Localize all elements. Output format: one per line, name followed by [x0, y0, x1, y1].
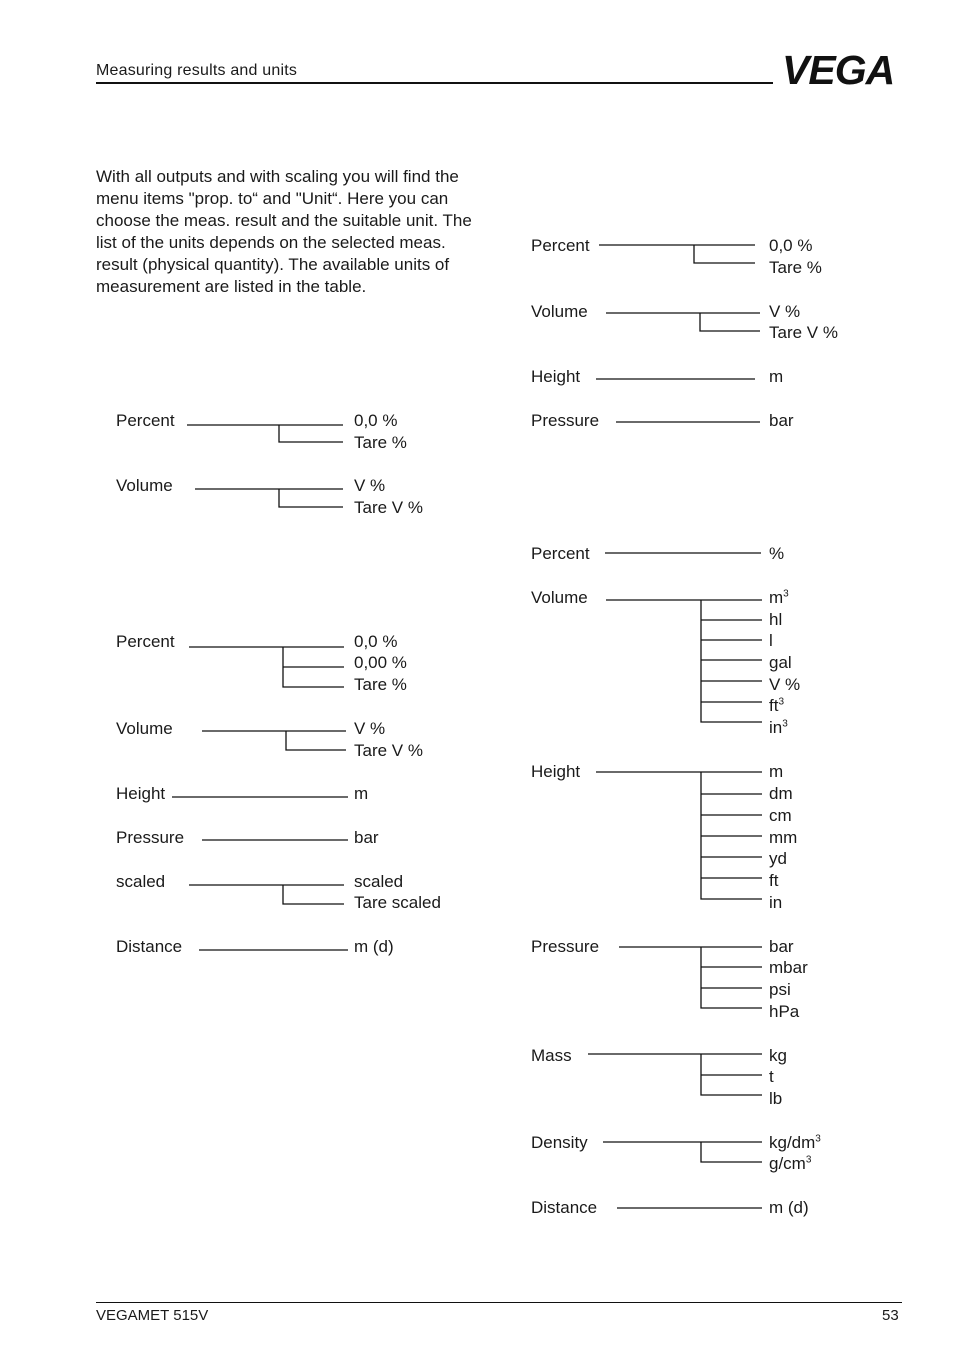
rt1-pressure-unit-0: bar: [769, 411, 794, 430]
rt2-height-unit-3: mm: [769, 828, 798, 847]
rt2-height-unit-2: cm: [769, 806, 792, 825]
lt1-percent-branch: [279, 425, 343, 442]
lt2-scaled-unit-0: scaled: [354, 872, 404, 891]
lt2-pressure-unit-0: bar: [354, 828, 379, 847]
rt2-pressure-label: Pressure: [531, 937, 600, 956]
rt2-height-unit-5: ft: [769, 871, 779, 890]
rt1-volume-unit-0: V %: [769, 302, 801, 321]
lt2-volume-unit-1: Tare V %: [354, 741, 423, 760]
rt1-percent-unit-1: Tare %: [769, 258, 822, 277]
rt2-volume-unit-5: $ft^3$: [769, 696, 785, 715]
rt2-percent-unit-0: %: [769, 544, 785, 563]
rt2-density-label: Density: [531, 1133, 588, 1152]
lt2-pressure-label: Pressure: [116, 828, 185, 847]
rt2-volume-unit-2: l: [769, 631, 773, 650]
rt1-volume-label: Volume: [531, 302, 588, 321]
lt1-volume-unit-0: V %: [354, 476, 386, 495]
rt2-pressure-unit-0: bar: [769, 937, 794, 956]
rt2-mass-label: Mass: [531, 1046, 572, 1065]
footer-page-number: 53: [882, 1307, 899, 1324]
rt2-height-unit-0: m: [769, 762, 784, 781]
rt1-percent-branch: [694, 245, 755, 263]
lt2-volume-label: Volume: [116, 719, 173, 738]
rt2-percent-label: Percent: [531, 544, 590, 563]
rt2-volume-unit-6: $in^3$: [769, 718, 788, 737]
lt2-height-unit-0: m: [354, 784, 369, 803]
lt2-percent-unit-1: 0,00 %: [354, 653, 407, 672]
header-title: Measuring results and units: [96, 62, 298, 79]
rt2-distance-label: Distance: [531, 1198, 598, 1217]
rt2-density-unit-1: $g/cm^3$: [769, 1154, 812, 1173]
lt2-scaled-label: scaled: [116, 872, 166, 891]
rt2-distance-unit-0: m (d): [769, 1198, 809, 1217]
lt1-percent-unit-1: Tare %: [354, 433, 407, 452]
vega-logo-text: VEGA: [782, 50, 895, 88]
rt2-volume-unit-0: $m^3$: [769, 588, 789, 607]
rt2-volume-unit-1: hl: [769, 610, 783, 629]
footer-product: VEGAMET 515V: [96, 1307, 209, 1324]
rt1-percent-unit-0: 0,0 %: [769, 236, 813, 255]
rt2-volume-unit-3: gal: [769, 653, 792, 672]
lt2-distance-unit-0: m (d): [354, 937, 394, 956]
lt2-height-label: Height: [116, 784, 166, 803]
rt2-pressure-trunk: [701, 947, 762, 1008]
rt2-pressure-unit-2: psi: [769, 980, 791, 999]
rt2-height-unit-6: in: [769, 893, 783, 912]
lt2-scaled-branch: [283, 885, 344, 904]
rt1-pressure-label: Pressure: [531, 411, 600, 430]
rt2-volume-unit-4: V %: [769, 675, 801, 694]
lt2-percent-unit-0: 0,0 %: [354, 632, 398, 651]
rt1-volume-branch: [700, 313, 760, 331]
rt2-mass-unit-0: kg: [769, 1046, 787, 1065]
rt2-pressure-unit-3: hPa: [769, 1002, 800, 1021]
rt2-mass-unit-2: lb: [769, 1089, 783, 1108]
lt2-scaled-unit-1: Tare scaled: [354, 893, 441, 912]
lt1-volume-label: Volume: [116, 476, 173, 495]
lt1-volume-branch: [279, 489, 343, 507]
rt1-volume-unit-1: Tare V %: [769, 323, 838, 342]
lt2-distance-label: Distance: [116, 937, 183, 956]
rt2-volume-trunk: [701, 600, 762, 722]
rt2-density-branch: [701, 1142, 762, 1162]
lt2-volume-branch: [286, 731, 346, 750]
intro-paragraph: With all outputs and with scaling you will find the menu items "prop. to“ and "Unit“. Here you can choose the meas. result and the suitable unit. The list of the units depends on the selected meas. result (physical quantity). The available units of measurement are listed in the table.: [96, 167, 472, 296]
rt2-height-label: Height: [531, 762, 581, 781]
lt1-percent-unit-0: 0,0 %: [354, 411, 398, 430]
lt1-volume-unit-1: Tare V %: [354, 498, 423, 517]
lt2-percent-label: Percent: [116, 632, 175, 651]
rt2-volume-label: Volume: [531, 588, 588, 607]
rt2-mass-unit-1: t: [769, 1067, 774, 1086]
rt2-height-unit-4: yd: [769, 849, 787, 868]
lt1-percent-label: Percent: [116, 411, 175, 430]
rt2-height-unit-1: dm: [769, 784, 793, 803]
footer-rule: [96, 1302, 902, 1303]
rt2-pressure-unit-1: mbar: [769, 958, 808, 977]
rt1-height-unit-0: m: [769, 367, 784, 386]
lt2-volume-unit-0: V %: [354, 719, 386, 738]
rt2-density-unit-0: $kg/dm^3$: [769, 1133, 821, 1152]
rt1-percent-label: Percent: [531, 236, 590, 255]
lt2-percent-unit-2: Tare %: [354, 675, 407, 694]
rt1-height-label: Height: [531, 367, 581, 386]
